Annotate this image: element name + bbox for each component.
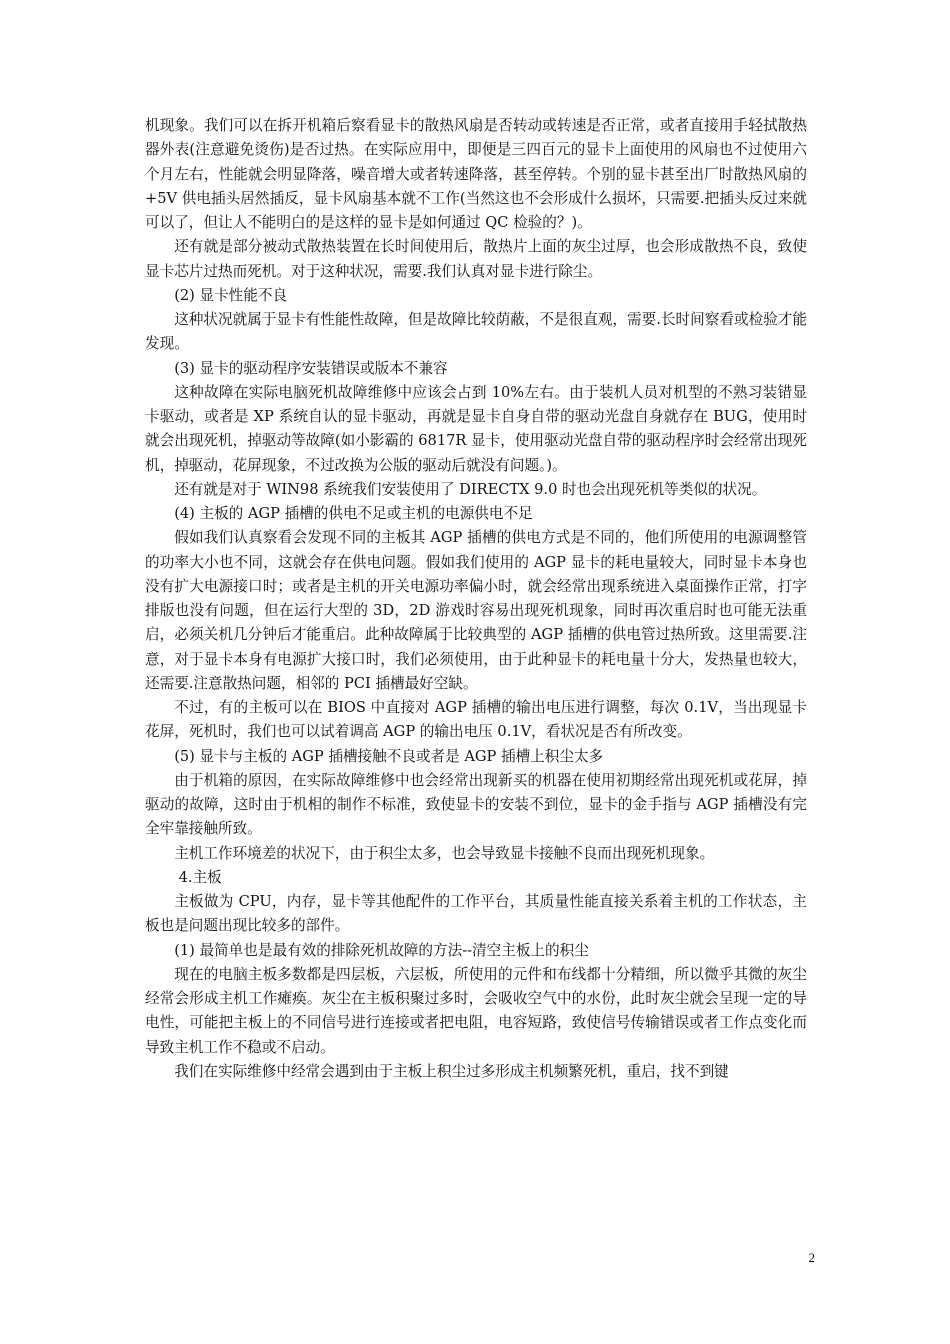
- section-heading: (3) 显卡的驱动程序安装错误或版本不兼容: [174, 359, 448, 377]
- paragraph: 现在的电脑主板多数都是四层板，六层板，所使用的元件和布线都十分精细，所以微乎其微的灰尘经常会形成主机工作瘫痪。灰尘在主板积聚过多时，会吸收空气中的水份，此时灰尘就会呈现一定的导电性，可能把主板上的不同信号进行连接或者把电阻，电容短路，致使信号传输错误或者工作点变化而导致主机工作不稳或不启动。: [145, 965, 807, 1056]
- paragraph: 我们在实际维修中经常会遇到由于主板上积尘过多形成主机频繁死机，重启，找不到键: [174, 1062, 729, 1080]
- paragraph: 还有就是对于 WIN98 系统我们安装使用了 DIRECTX 9.0 时也会出现死机等类似的状况。: [174, 480, 767, 498]
- chapter-heading: 4.主板: [178, 868, 222, 886]
- paragraph: 主机工作环境差的状况下，由于积尘太多，也会导致显卡接触不良而出现死机现象。: [174, 844, 715, 862]
- section-heading: (4) 主板的 AGP 插槽的供电不足或主机的电源供电不足: [174, 505, 533, 522]
- paragraph: 这种故障在实际电脑死机故障维修中应该会占到 10%左右。由于装机人员对机型的不熟习装错显卡驱动，或者是 XP 系统自认的显卡驱动，再就是显卡自身自带的驱动光盘自身就存在 BUG，使用时就会出现死机，掉驱动等故障(如小影霸的 6817R 显卡，使用驱动光盘自带的驱动程序时会经常出现死机，掉驱动，花屏现象，不过改换为公版的驱动后就没有问题。)。: [145, 383, 807, 474]
- paragraph: 主板做为 CPU，内存，显卡等其他配件的工作平台，其质量性能直接关系着主机的工作状态，主板也是问题出现比较多的部件。: [145, 893, 807, 935]
- paragraph: 这种状况就属于显卡有性能性故障，但是故障比较荫蔽，不是很直观，需要.长时间察看或检验才能发现。: [145, 311, 807, 353]
- page-number: 2: [808, 1250, 815, 1265]
- section-heading: (5) 显卡与主板的 AGP 插槽接触不良或者是 AGP 插槽上积尘太多: [174, 747, 604, 765]
- paragraph: 假如我们认真察看会发现不同的主板其 AGP 插槽的供电方式是不同的，他们所使用的电源调整管的功率大小也不同，这就会存在供电问题。假如我们使用的 AGP 显卡的耗电量较大，同时显卡本身也没有扩大电源接口时；或者是主机的开关电源功率偏小时，就会经常出现系统进入桌面操作正常，打字排版也没有问题，但在运行大型的 3D，2D 游戏时容易出现死机现象，同时再次重启时也可能无法重启，必须关机几分钟后才能重启。此种故障属于比较典型的 AGP 插槽的供电管过热所致。这里需要.注意，对于显卡本身有电源扩大接口时，我们必须使用，由于此种显卡的耗电量十分大，发热量也较大，还需要.注意散热问题，相邻的 PCI 插槽最好空缺。: [145, 529, 807, 692]
- section-heading: (1) 最简单也是最有效的排除死机故障的方法--清空主板上的积尘: [174, 941, 589, 959]
- section-heading: (2) 显卡性能不良: [174, 286, 288, 304]
- paragraph: 还有就是部分被动式散热装置在长时间使用后，散热片上面的灰尘过厚，也会形成散热不良，致使显卡芯片过热而死机。对于这种状况，需要.我们认真对显卡进行除尘。: [145, 238, 807, 280]
- paragraph: 机现象。我们可以在拆开机箱后察看显卡的散热风扇是否转动或转速是否正常，或者直接用手轻拭散热器外表(注意避免烫伤)是否过热。在实际应用中，即便是三四百元的显卡上面使用的风扇也不过使用六个月左右，性能就会明显降落，噪音增大或者转速降落，甚至停转。个别的显卡甚至出厂时散热风扇的+5V 供电插头居然插反，显卡风扇基本就不工作(当然这也不会形成什么损坏，只需要.把插头反过来就可以了，但让人不能明白的是这样的显卡是如何通过 QC 检验的？)。: [145, 117, 807, 231]
- body-text: [145, 114, 807, 1084]
- paragraph: 不过，有的主板可以在 BIOS 中直接对 AGP 插槽的输出电压进行调整，每次 0.1V，当出现显卡花屏，死机时，我们也可以试着调高 AGP 的输出电压 0.1V，看状况是否有所改变。: [145, 699, 807, 741]
- paragraph: 由于机箱的原因，在实际故障维修中也会经常出现新买的机器在使用初期经常出现死机或花屏，掉驱动的故障，这时由于机相的制作不标准，致使显卡的安装不到位，显卡的金手指与 AGP 插槽没有完全牢靠接触所致。: [145, 771, 807, 838]
